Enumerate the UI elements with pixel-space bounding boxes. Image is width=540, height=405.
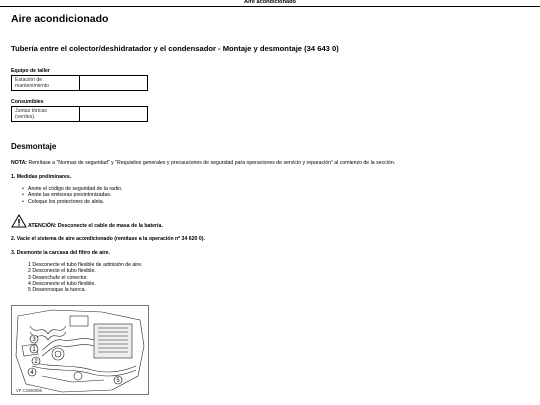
equipment-item: Estación de mantenimiento bbox=[12, 76, 80, 91]
warning-text: ATENCIÓN: Desconecte el cable de masa de la batería. bbox=[28, 223, 163, 229]
step-1: 1. Medidas preliminares. bbox=[11, 174, 72, 180]
equipment-heading: Equipo de taller bbox=[11, 68, 50, 74]
list-item: 3 Desenchufe el conector. bbox=[28, 274, 88, 281]
callout-2: 2 bbox=[34, 359, 38, 365]
note-text: Remítase a "Normas de seguridad" y "Requisitos generales y precauciones de seguridad para operaciones de servicio y reparación" al comienzo de la sección. bbox=[27, 160, 396, 166]
step-3: 3. Desmonte la carcasa del filtro de aire. bbox=[11, 250, 110, 256]
list-item: 1 Desconecte el tubo flexible de admisión de aire. bbox=[28, 262, 143, 268]
list-item: • Coloque los protectores de aleta. bbox=[22, 199, 122, 205]
list-item: 4 Desconecte el tubo flexible. bbox=[28, 280, 96, 287]
callout-5: 5 bbox=[116, 378, 120, 384]
list-item: 2 Desconecte el tubo flexible. bbox=[28, 268, 96, 275]
page-title: Aire acondicionado bbox=[11, 13, 109, 25]
figure-caption: VF C3460006 bbox=[16, 388, 42, 393]
desmontaje-heading: Desmontaje bbox=[11, 142, 57, 151]
callout-3: 3 bbox=[32, 337, 36, 343]
step-2: 2. Vacíe el sistema de aire acondicionado (remítase a la operación nº 34 620 0). bbox=[11, 236, 205, 242]
list-item: 5 Desenrosque la tuerca. bbox=[28, 287, 86, 294]
engine-diagram bbox=[12, 306, 149, 395]
list-item: • Anote el código de seguridad de la radio. bbox=[22, 186, 122, 192]
table-row bbox=[12, 107, 148, 122]
running-header-title: Aire acondicionado bbox=[244, 0, 296, 5]
table-row bbox=[12, 76, 148, 91]
callout-1: 1 bbox=[32, 347, 36, 353]
note-paragraph bbox=[11, 160, 395, 166]
running-header bbox=[0, 0, 540, 7]
callout-4: 4 bbox=[30, 370, 34, 376]
preliminary-list bbox=[22, 186, 122, 205]
consumables-heading: Consumibles bbox=[11, 99, 44, 105]
note-label: NOTA: bbox=[11, 160, 28, 166]
engine-bay-illustration bbox=[11, 305, 149, 395]
warning-box bbox=[11, 214, 211, 230]
section-title: Tubería entre el colector/deshidratador y el condensador - Montaje y desmontaje (34 643 0) bbox=[11, 44, 339, 53]
equipment-empty-cell bbox=[80, 76, 148, 91]
list-item: • Anote las emisoras presintonizadas. bbox=[22, 192, 122, 198]
consumable-item: Juntas tóricas (verdes). bbox=[12, 107, 80, 122]
warning-icon bbox=[11, 214, 27, 228]
consumables-table bbox=[11, 106, 148, 122]
equipment-table bbox=[11, 75, 148, 91]
substep-list bbox=[28, 262, 142, 293]
consumable-empty-cell bbox=[80, 107, 148, 122]
